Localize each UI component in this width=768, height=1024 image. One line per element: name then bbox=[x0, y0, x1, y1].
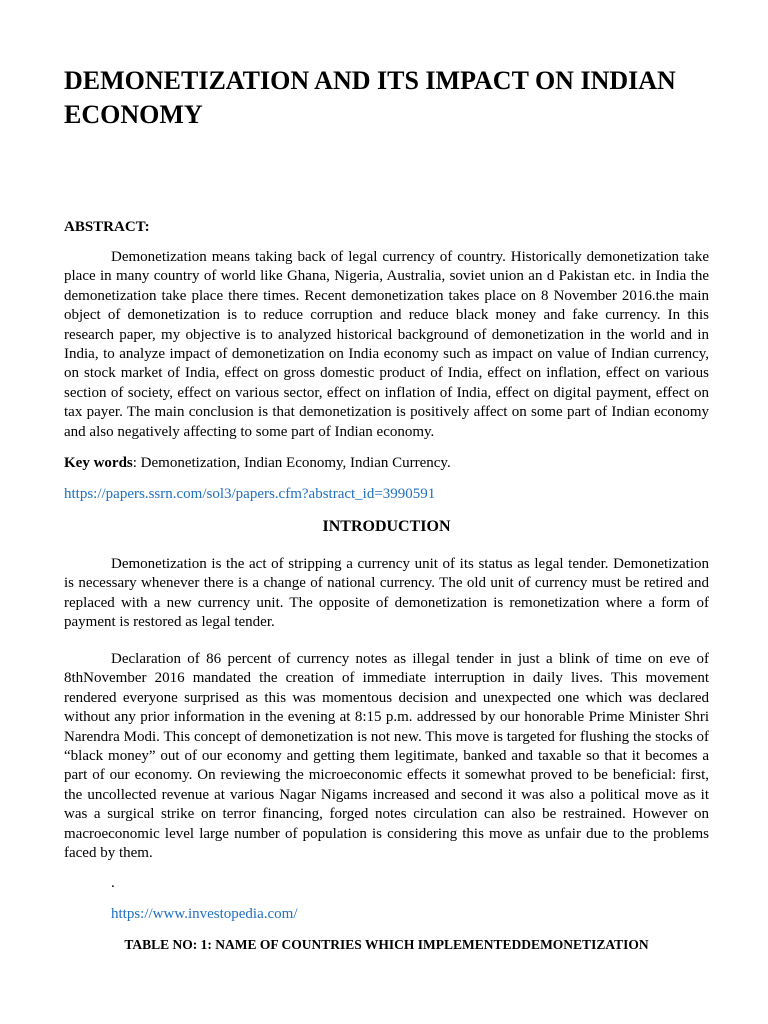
table-caption: TABLE NO: 1: NAME OF COUNTRIES WHICH IMPLEMENTEDDEMONETIZATION bbox=[124, 937, 649, 952]
keywords-line bbox=[64, 454, 451, 473]
investopedia-link[interactable]: https://www.investopedia.com/ bbox=[111, 906, 298, 922]
abstract-heading: ABSTRACT: bbox=[64, 219, 150, 235]
stray-dot: . bbox=[111, 875, 115, 891]
ssrn-link[interactable]: https://papers.ssrn.com/sol3/papers.cfm?abstract_id=3990591 bbox=[64, 486, 436, 502]
paper-title: DEMONETIZATION AND ITS IMPACT ON INDIAN ECONOMY bbox=[64, 66, 676, 129]
abstract-paragraph: Demonetization means taking back of legal currency of country. Historically demonetization take place in many country of world like Ghana, Nigeria, Australia, soviet union an d Pakistan etc. in India the demonetization take place there times. Recent demonetization takes place on 8 November 2016.the main object of demonetization is to reduce corruption and reduce black money and fake currency. In this research paper, my objective is to analyzed historical background of demonetization in the world and in India, to analyze impact of demonetization on India economy such as impact on value of Indian currency, on stock market of India, effect on gross domestic product of India, effect on inflation, effect on various section of society, effect on various sector, effect on inflation of India, effect on digital payment, effect on tax payer. The main conclusion is that demonetization is positively affect on some part of Indian economy and also negatively affecting to some part of Indian economy. bbox=[64, 249, 709, 440]
keywords-label: Key words bbox=[64, 455, 133, 471]
keywords-text: : Demonetization, Indian Economy, Indian Currency. bbox=[132, 455, 451, 471]
introduction-heading: INTRODUCTION bbox=[322, 518, 451, 535]
intro-paragraph-2: Declaration of 86 percent of currency notes as illegal tender in just a blink of time on eve of 8thNovember 2016 mandated the creation of immediate interruption in daily lives. This movement rendered everyone surprised as this was momentous decision and unexpected one which was declared without any prior information in the evening at 8:15 p.m. addressed by our honorable Prime Minister Shri Narendra Modi. This concept of demonetization is not new. This move is targeted for flushing the stocks of “black money” out of our economy and getting them legitimate, banked and taxable so that it becomes a part of our economy. On reviewing the microeconomic effects it somewhat proved to be beneficial: first, the uncollected revenue at various Nagar Nigams increased and second it was also a political move as it was a surgical strike on terror financing, forged notes circulation can also be restrained. However on macroeconomic level large number of population is considering this move as unfair due to the problems faced by them. bbox=[64, 651, 709, 862]
intro-paragraph-1: Demonetization is the act of stripping a currency unit of its status as legal tender. Demonetization is necessary whenever there is a change of national currency. The old unit of currency must be retired and replaced with a new currency unit. The opposite of demonetization is remonetization where a form of payment is restored as legal tender. bbox=[64, 556, 709, 631]
